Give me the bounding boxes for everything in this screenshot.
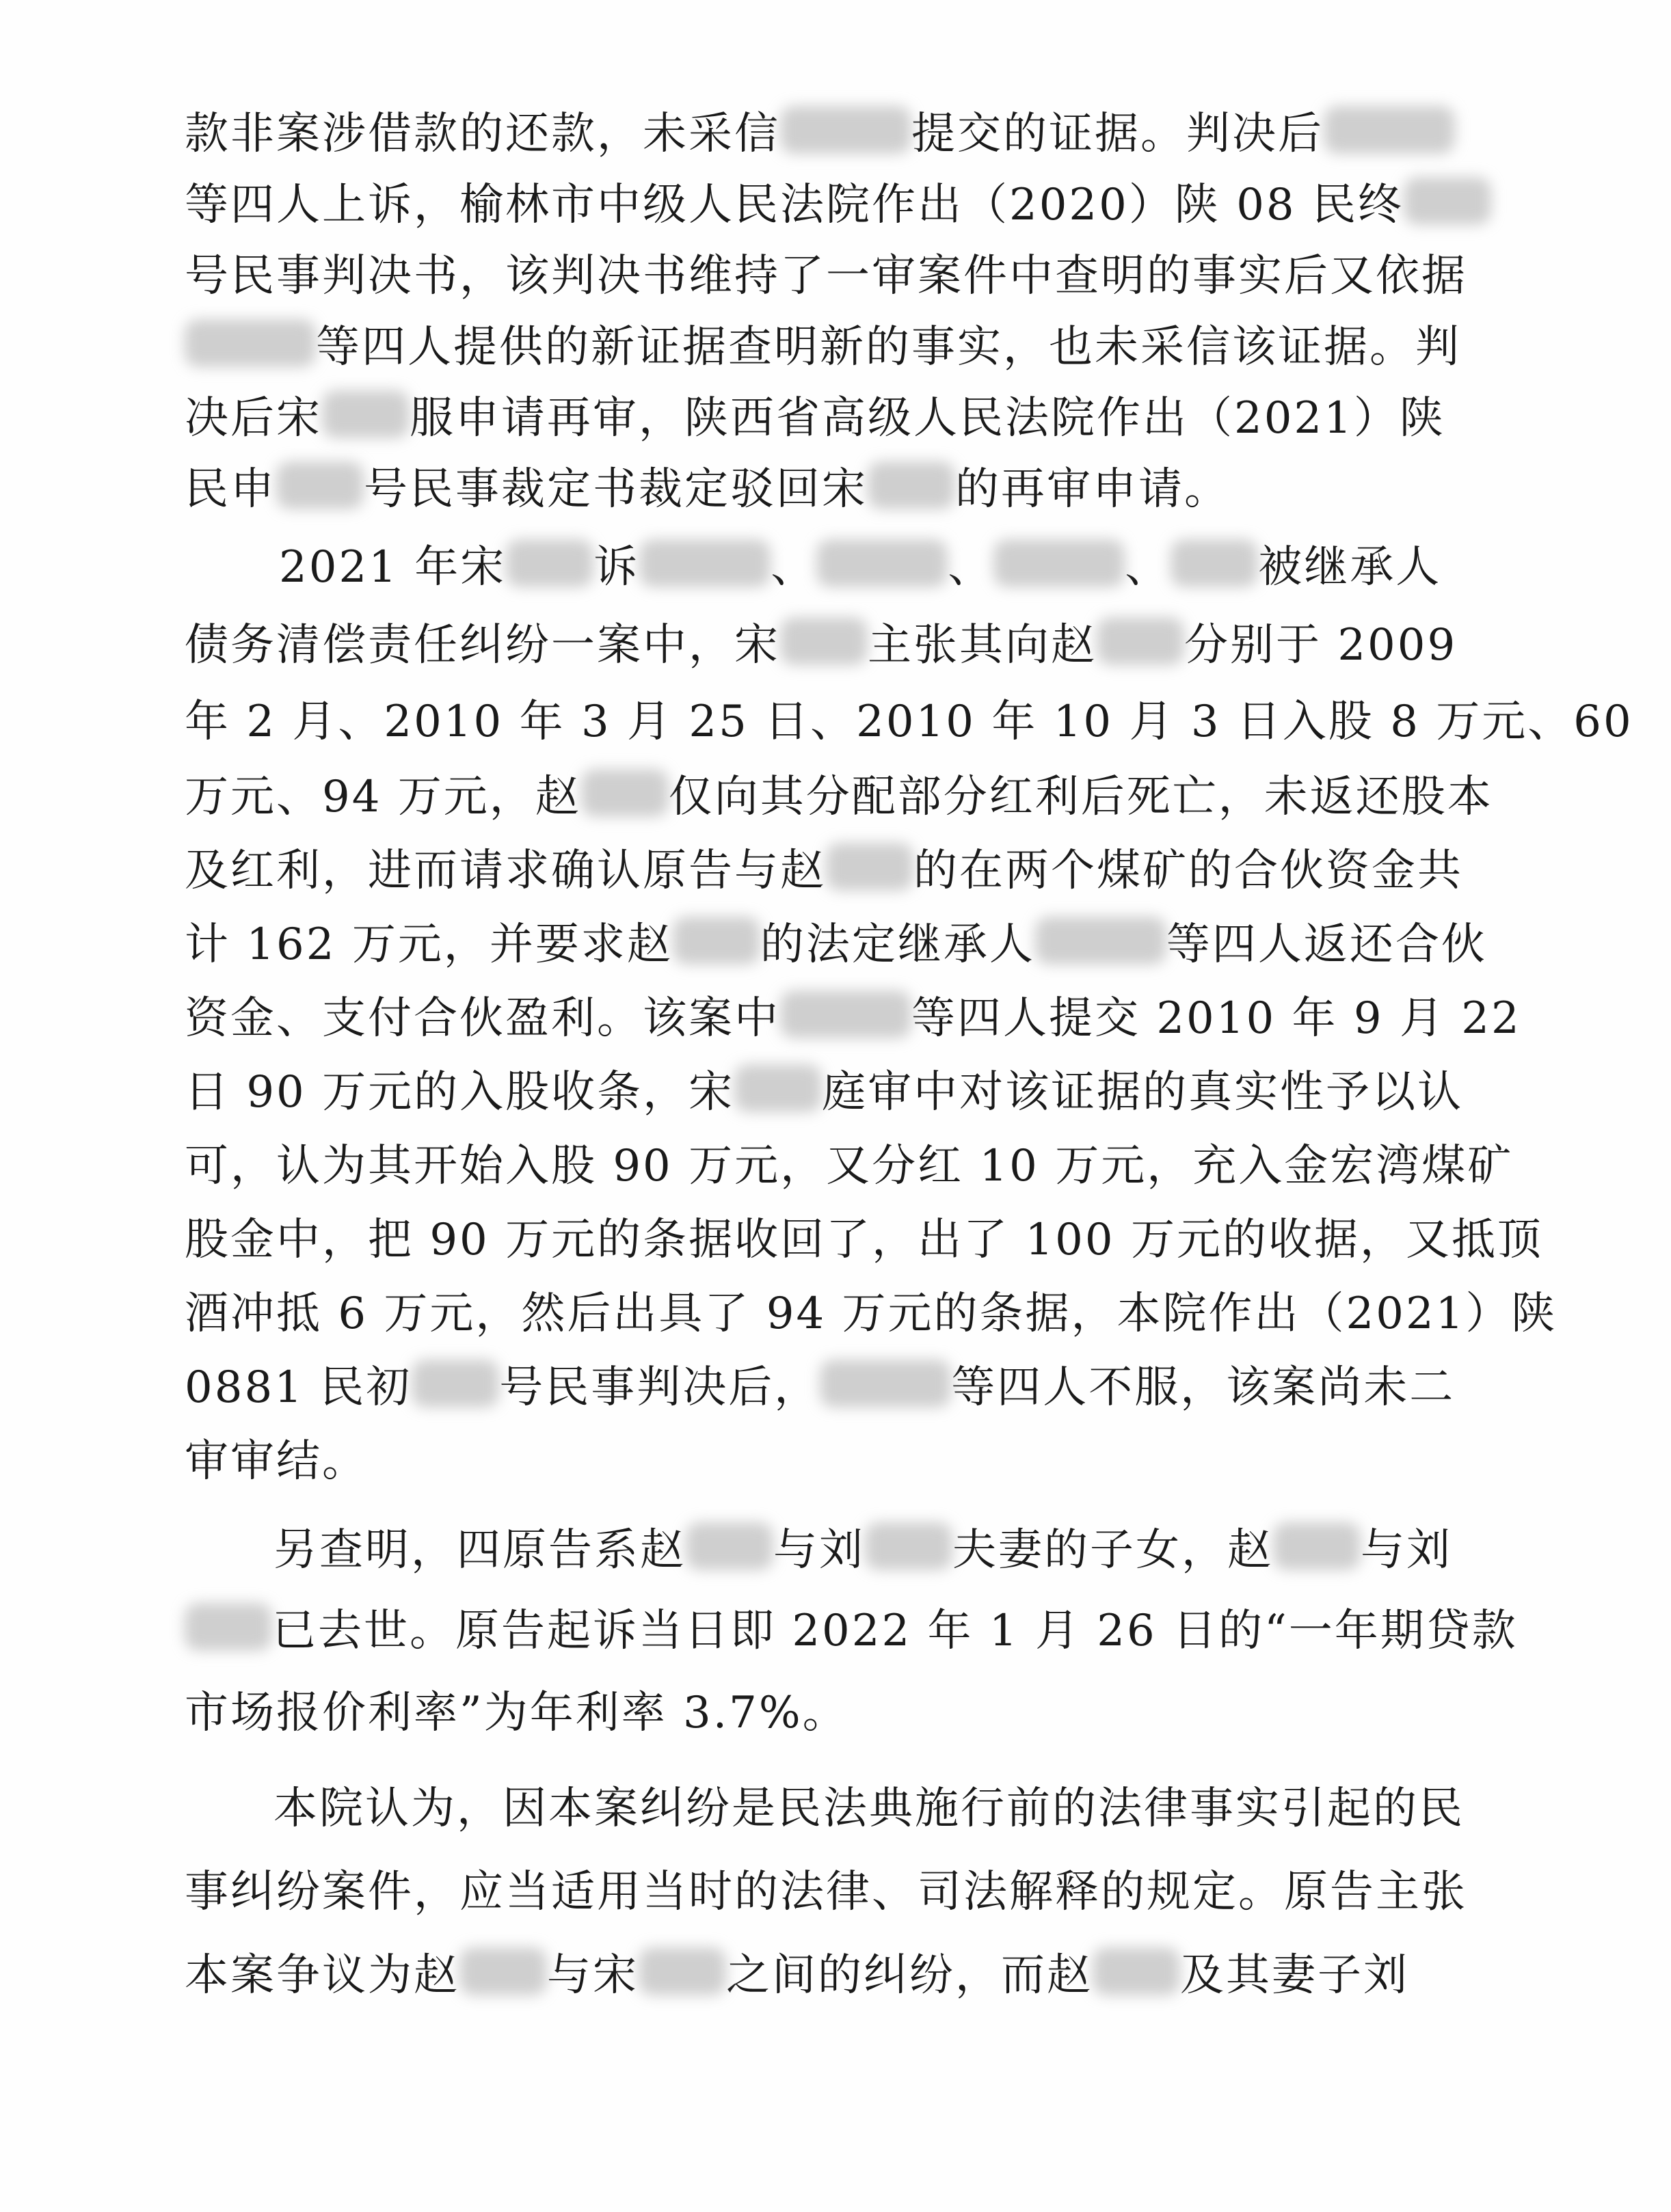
redacted-name	[581, 769, 669, 817]
text-line-3: 号民事判决书，该判决书维持了一审案件中查明的事实后又依据	[185, 251, 1467, 301]
text-line-16: 股金中，把 90 万元的条据收回了，出了 100 万元的收据，又抵顶	[185, 1215, 1543, 1265]
text-line-19: 审审结。	[185, 1436, 368, 1487]
redacted-name	[1093, 1947, 1180, 1995]
redacted-name	[780, 617, 868, 665]
text-line-12: 计 162 万元，并要求赵 的法定继承人 等四人返还合伙	[185, 906, 1579, 983]
text-line-2: 等四人上诉，榆林市中级人民法院作出（2020）陕 08 民终	[185, 167, 1579, 243]
redacted-number	[1404, 177, 1491, 225]
redacted-name	[185, 319, 316, 367]
redacted-name	[459, 1947, 547, 1995]
redacted-name	[816, 539, 948, 587]
text-line-25: 本案争议为赵 与宋 之间的纠纷，而赵 及其妻子刘	[185, 1937, 1579, 2014]
text-line-9: 年 2 月、2010 年 3 月 25 日、2010 年 10 月 3 日入股 8 万元、60	[185, 697, 1633, 747]
redacted-name	[865, 1522, 952, 1570]
redacted-name	[1171, 539, 1258, 587]
redacted-name	[868, 461, 955, 509]
redacted-name	[185, 1603, 272, 1651]
redacted-name	[639, 1947, 726, 1995]
text-line-15: 可，认为其开始入股 90 万元，又分红 10 万元，充入金宏湾煤矿	[185, 1141, 1514, 1191]
redacted-name	[1324, 106, 1455, 154]
redacted-name	[1035, 917, 1166, 965]
text-line-13: 资金、支付合伙盈利。该案中 等四人提交 2010 年 9 月 22	[185, 980, 1579, 1057]
redacted-name	[780, 990, 911, 1038]
redacted-number	[276, 461, 364, 509]
text-line-7: 2021 年宋 诉 、 、 、 被继承人	[279, 529, 1671, 606]
redacted-name	[734, 1064, 822, 1112]
text-line-14: 日 90 万元的入股收条，宋 庭审中对该证据的真实性予以认	[185, 1054, 1579, 1131]
redacted-name	[1273, 1522, 1361, 1570]
redacted-name	[993, 539, 1125, 587]
text-line-18: 0881 民初 号民事判决后， 等四人不服，该案尚未二	[185, 1349, 1579, 1426]
redacted-name	[673, 917, 760, 965]
redacted-name	[639, 539, 771, 587]
redacted-name	[322, 390, 410, 438]
redacted-name	[686, 1522, 773, 1570]
text-line-8: 债务清偿责任纠纷一案中，宋 主张其向赵 分别于 2009	[185, 607, 1579, 684]
text-line-21: 已去世。原告起诉当日即 2022 年 1 月 26 日的“一年期贷款	[185, 1593, 1579, 1669]
text-line-6: 民申 号民事裁定书裁定驳回宋 的再审申请。	[185, 451, 1579, 528]
redacted-name	[820, 1360, 951, 1407]
redacted-name	[506, 539, 593, 587]
text-line-24: 事纠纷案件，应当适用当时的法律、司法解释的规定。原告主张	[185, 1867, 1467, 1917]
text-line-11: 及红利，进而请求确认原告与赵 的在两个煤矿的合伙资金共	[185, 833, 1579, 909]
text-line-10: 万元、94 万元，赵 仅向其分配部分红利后死亡，未返还股本	[185, 759, 1579, 835]
text-line-22: 市场报价利率”为年利率 3.7%。	[185, 1688, 848, 1738]
redacted-number	[412, 1360, 499, 1407]
text-line-23: 本院认为，因本案纠纷是民法典施行前的法律事实引起的民	[273, 1783, 1465, 1834]
redacted-name	[826, 843, 913, 891]
text-line-17: 酒冲抵 6 万元，然后出具了 94 万元的条据，本院作出（2021）陕	[185, 1289, 1558, 1339]
text-line-4: 等四人提供的新证据查明新的事实，也未采信该证据。判	[185, 309, 1579, 386]
text-line-5: 决后宋 服申请再审，陕西省高级人民法院作出（2021）陕	[185, 380, 1579, 457]
text-line-1: 款非案涉借款的还款，未采信 提交的证据。判决后	[185, 96, 1579, 172]
redacted-name	[780, 106, 911, 154]
text-line-20: 另查明，四原告系赵 与刘 夫妻的子女，赵 与刘	[273, 1512, 1668, 1589]
redacted-name	[1097, 617, 1184, 665]
